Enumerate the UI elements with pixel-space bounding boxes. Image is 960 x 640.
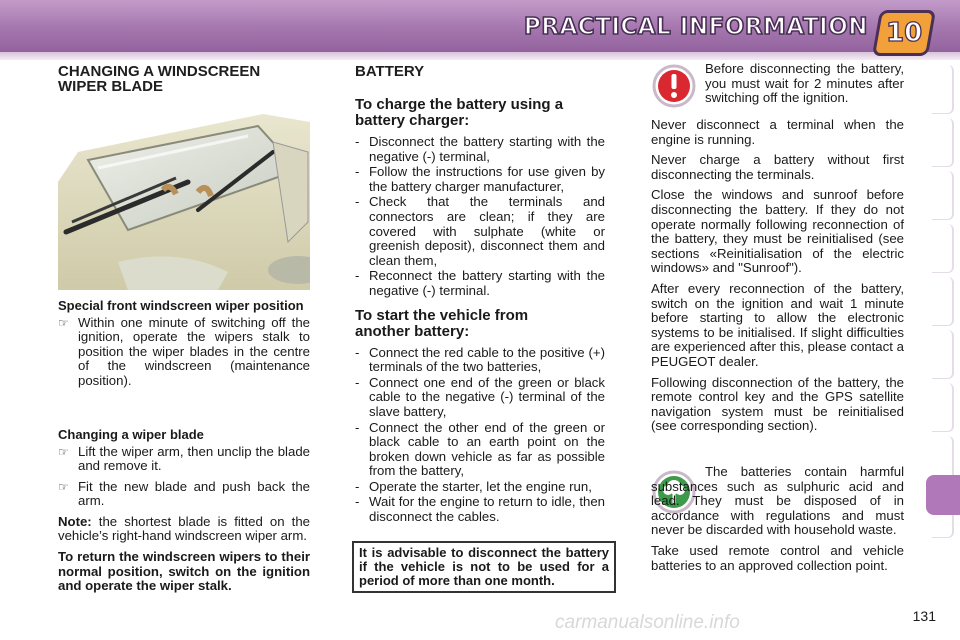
- bullet-item: [58, 445, 310, 474]
- pointer-icon: ☞: [58, 444, 69, 459]
- right-column: [651, 118, 904, 440]
- side-tab-active[interactable]: [926, 475, 960, 515]
- step-item: [355, 195, 605, 268]
- note-label: Note:: [58, 513, 92, 529]
- bullet-text: Lift the wiper arm, then unclip the blade and remove it.: [78, 443, 310, 474]
- page-number: 131: [912, 608, 936, 624]
- section-title-wiper: CHANGING A WINDSCREEN WIPER BLADE: [58, 63, 261, 95]
- dash-mark: -: [355, 194, 360, 210]
- step-text: Disconnect the battery starting with the negative (-) terminal,: [369, 134, 605, 164]
- dash-mark: -: [355, 164, 360, 180]
- final-instruction: To return the windscreen wipers to their normal position, switch on the ignition and operate the wiper stalk.: [58, 549, 310, 594]
- pointer-icon: ☞: [58, 479, 69, 494]
- step-text: Check that the terminals and connectors are clean; if they are covered with sulphate (white or greenish deposit), disconnect them and clean them,: [369, 194, 605, 268]
- paragraph: Following disconnection of the battery, the remote control key and the GPS satellite navigation system must be reinitialised (see corresponding section).: [651, 374, 904, 434]
- side-tab[interactable]: [932, 277, 954, 326]
- side-tab[interactable]: [932, 383, 954, 432]
- subtitle-changing-blade: Changing a wiper blade: [58, 427, 204, 442]
- charge-steps-list: [355, 135, 605, 299]
- dash-mark: -: [355, 478, 360, 494]
- dash-mark: -: [355, 419, 360, 435]
- subtitle-special-position: Special front windscreen wiper position: [58, 298, 304, 313]
- section-title-battery: BATTERY: [355, 63, 425, 80]
- dash-mark: -: [355, 134, 360, 149]
- chapter-badge: [872, 10, 936, 56]
- step-item: [355, 495, 605, 524]
- dash-mark: -: [355, 374, 360, 390]
- wiper-photo: [58, 112, 310, 290]
- step-text: Operate the starter, let the engine run,: [369, 478, 592, 494]
- left-column: [58, 64, 310, 94]
- jump-start-steps-list: [355, 346, 605, 525]
- step-item: [355, 376, 605, 420]
- step-text: Connect one end of the green or black cable to the negative (-) terminal of the slave battery,: [369, 374, 605, 419]
- step-item: [355, 165, 605, 194]
- dash-mark: -: [355, 344, 360, 360]
- step-text: Connect the red cable to the positive (+) terminals of the two batteries,: [369, 344, 605, 375]
- side-tab[interactable]: [932, 65, 954, 114]
- wiper-illustration: [58, 112, 310, 290]
- dash-mark: -: [355, 494, 360, 510]
- step-text: Reconnect the battery starting with the negative (-) terminal.: [369, 268, 605, 298]
- environment-paragraph: The batteries contain harmful substances such as sulphuric acid and lead. They must be disposed of in accordance with regulations and must never be discarded with household waste.: [651, 464, 904, 538]
- left-column-text-2: [58, 428, 310, 600]
- step-text: Wait for the engine to return to idle, then disconnect the cables.: [369, 494, 605, 525]
- advice-box: It is advisable to disconnect the battery if the vehicle is not to be used for a period of more than one month.: [352, 541, 616, 593]
- paragraph: Never disconnect a terminal when the engine is running.: [651, 117, 904, 147]
- note-text: the shortest blade is fitted on the vehicle’s right-hand windscreen wiper arm.: [58, 513, 310, 544]
- pointer-icon: ☞: [58, 315, 69, 330]
- bullet-item: [58, 480, 310, 509]
- step-item: [355, 480, 605, 495]
- note-paragraph: [58, 515, 310, 544]
- step-item: [355, 346, 605, 375]
- side-tab[interactable]: [932, 118, 954, 167]
- warning-text: Before disconnecting the battery, you must wait for 2 minutes after switching off the ignition.: [705, 61, 904, 106]
- warning-text-block: [705, 62, 904, 112]
- subtitle-jump-start: To start the vehicle from another battery:: [355, 306, 529, 340]
- environment-column: [651, 465, 904, 579]
- step-item: [355, 135, 605, 164]
- bullet-item: [58, 316, 310, 389]
- side-tab[interactable]: [932, 330, 954, 379]
- dash-mark: -: [355, 268, 360, 284]
- side-tab[interactable]: [932, 171, 954, 220]
- step-item: [355, 421, 605, 479]
- page-title: PRACTICAL INFORMATION: [523, 14, 868, 40]
- header-strip: [0, 52, 960, 60]
- step-item: [355, 269, 605, 298]
- left-column-text: [58, 299, 310, 394]
- paragraph: Never charge a battery without first disconnecting the terminals.: [651, 152, 904, 182]
- chapter-number: 10: [885, 18, 923, 48]
- subtitle-charge: To charge the battery using a battery charger:: [355, 96, 564, 129]
- bullet-text: Fit the new blade and push back the arm.: [78, 478, 310, 509]
- paragraph: Close the windows and sunroof before disconnecting the battery. If they do not operate normally following reconnection of the battery, they must be reinitialised (see sections «Reinitialisation of the electric windows» and "Sunroof").: [651, 187, 904, 276]
- step-text: Connect the other end of the green or black cable to an earth point on the broken down vehicle as far as possible from the battery,: [369, 419, 605, 479]
- paragraph: After every reconnection of the battery, switch on the ignition and wait 1 minute before starting to allow the electronic systems to be initialised. If slight difficulties are experienced after this, please contact a PEUGEOT dealer.: [651, 280, 904, 369]
- bullet-text: Within one minute of switching off the ignition, operate the wipers stalk to position the wiper blades in the centre of the windscreen (maintenance position).: [78, 314, 310, 388]
- side-tabs: [932, 65, 954, 542]
- middle-column: [355, 64, 605, 526]
- warning-icon: [652, 64, 696, 108]
- side-tab[interactable]: [932, 224, 954, 273]
- watermark: carmanualsonline.info: [555, 612, 740, 633]
- environment-paragraph-2: Take used remote control and vehicle batteries to an approved collection point.: [651, 542, 904, 573]
- step-text: Follow the instructions for use given by the battery charger manufacturer,: [369, 164, 605, 194]
